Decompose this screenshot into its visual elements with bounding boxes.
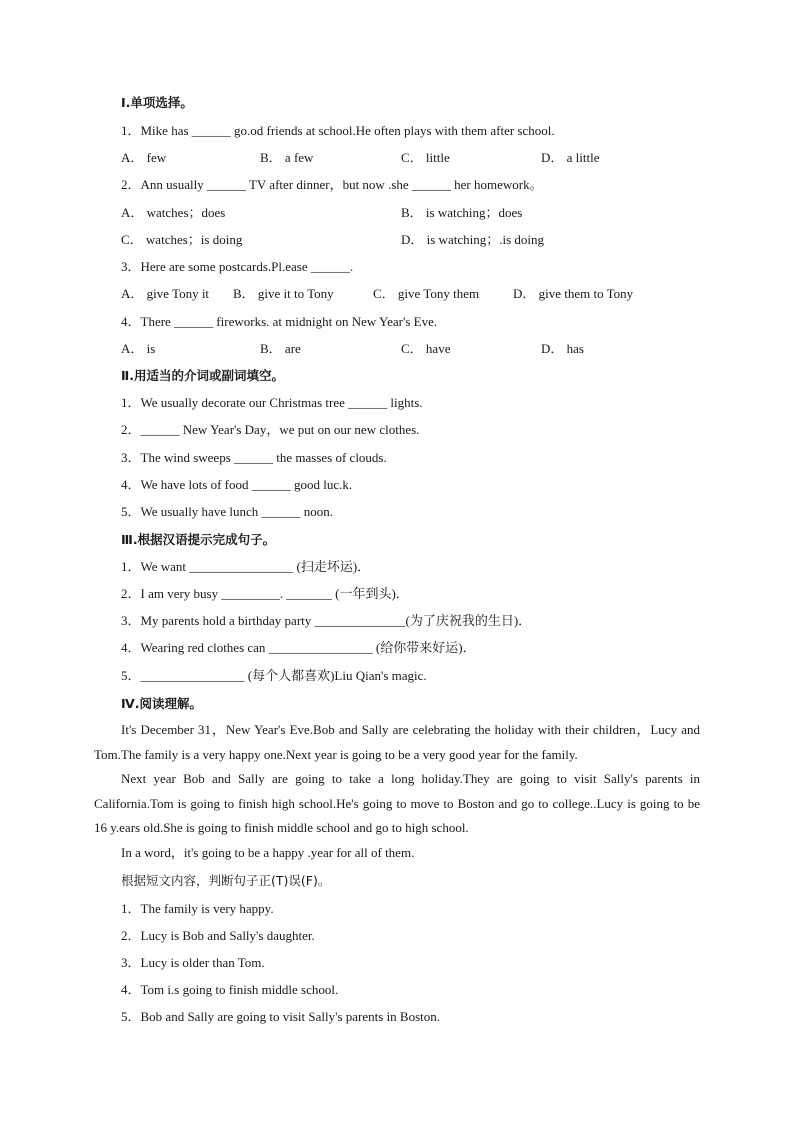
s1-q2-option-c: C． watches；is doing [121, 232, 243, 247]
s1-q2-stem: 2．Ann usually ______ TV after dinner，but now .she ______ her homework。 [121, 177, 543, 192]
section-1-title: Ⅰ.单项选择。 [121, 95, 193, 110]
s1-q3-stem: 3．Here are some postcards.Pl.ease ______. [121, 259, 354, 274]
statement-1: 1．The family is very happy. [121, 901, 274, 916]
section-3-title: Ⅲ.根据汉语提示完成句子。 [121, 532, 276, 547]
passage-paragraph-2: Next year Bob and Sally are going to take a long holiday.They are going to visit Sally's parents in California.Tom is going to finish high school.He's going to move to Boston and go to college..Lucy is going to be 16 y.ears old.She is going to finish middle school and go to high school. [94, 771, 700, 835]
s2-item-3: 3．The wind sweeps ______ the masses of clouds. [121, 450, 387, 465]
s2-item-4: 4．We have lots of food ______ good luc.k. [121, 477, 353, 492]
s1-q4-option-a: A． is [121, 341, 156, 356]
s3-item-2: 2．I am very busy _________. _______ (一年到头)． [121, 586, 409, 601]
statement-2: 2．Lucy is Bob and Sally's daughter. [121, 928, 315, 943]
statement-4: 4．Tom i.s going to finish middle school. [121, 982, 339, 997]
s3-item-1: 1．We want ________________ (扫走坏运)． [121, 559, 371, 574]
passage-paragraph-1: It's December 31，New Year's Eve.Bob and Sally are celebrating the holiday with their children，Lucy and Tom.The family is a very happy one.Next year is going to be a very good year for the family. [94, 722, 700, 762]
s3-item-3: 3．My parents hold a birthday party ______________(为了庆祝我的生日)． [121, 613, 532, 628]
s1-q4-option-c: C． have [401, 341, 451, 356]
s3-item-4: 4．Wearing red clothes can ________________ (给你带来好运)． [121, 640, 476, 655]
s3-item-5: 5．________________ (每个人都喜欢)Liu Qian's magic. [121, 668, 427, 683]
s1-q3-option-b: B． give it to Tony [233, 286, 334, 301]
s1-q1-option-b: B． a few [260, 150, 314, 165]
statement-5: 5．Bob and Sally are going to visit Sally's parents in Boston. [121, 1009, 441, 1024]
s1-q1-option-a: A． few [121, 150, 167, 165]
s1-q3-option-c: C． give Tony them [373, 286, 480, 301]
s1-q2-option-d: D． is watching；.is doing [401, 232, 544, 247]
passage-paragraph-3: In a word，it's going to be a happy .year for all of them. [121, 845, 415, 860]
s1-q4-stem: 4．There ______ fireworks. at midnight on New Year's Eve. [121, 314, 438, 329]
s1-q4-option-d: D． has [541, 341, 584, 356]
s1-q1-option-c: C． little [401, 150, 450, 165]
s1-q3-option-a: A． give Tony it [121, 286, 210, 301]
s1-q2-option-b: B． is watching；does [401, 205, 523, 220]
s1-q4-option-b: B． are [260, 341, 301, 356]
s2-item-2: 2．______ New Year's Day，we put on our new clothes. [121, 422, 420, 437]
s1-q1-option-d: D． a little [541, 150, 600, 165]
s1-q2-option-a: A． watches；does [121, 205, 226, 220]
statement-3: 3．Lucy is older than Tom. [121, 955, 265, 970]
s1-q1-stem: 1．Mike has ______ go.od friends at school.He often plays with them after school. [121, 123, 555, 138]
section-4-title: Ⅳ.阅读理解。 [121, 696, 202, 711]
s2-item-5: 5．We usually have lunch ______ noon. [121, 504, 333, 519]
true-false-instruction: 根据短文内容，判断句子正(T)误(F)。 [121, 873, 331, 888]
s1-q3-option-d: D． give them to Tony [513, 286, 634, 301]
section-2-title: Ⅱ.用适当的介词或副词填空。 [121, 368, 284, 383]
s2-item-1: 1．We usually decorate our Christmas tree ______ lights. [121, 395, 423, 410]
